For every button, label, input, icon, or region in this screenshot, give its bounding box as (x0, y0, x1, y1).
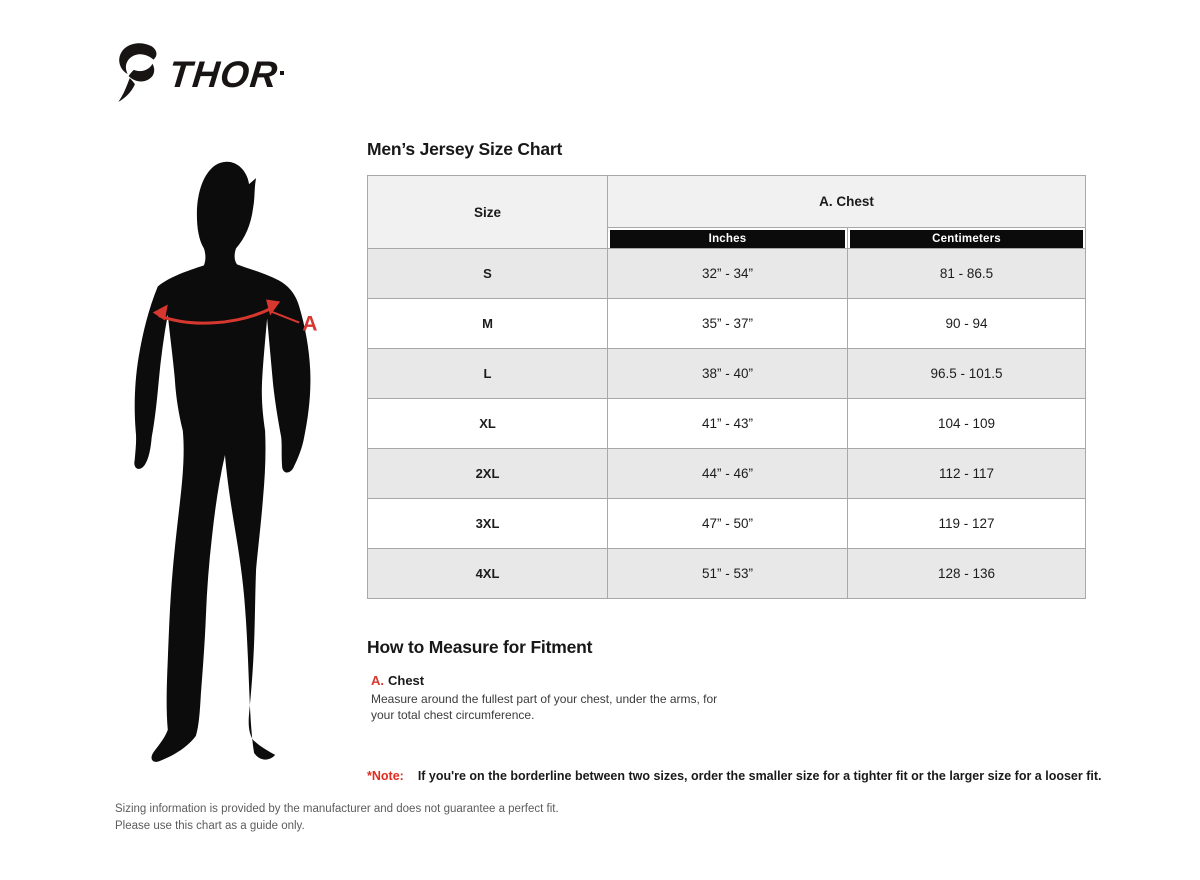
cm-cell: 112 - 117 (848, 449, 1086, 499)
measurement-figure (106, 148, 360, 780)
disclaimer-footer (115, 801, 559, 835)
size-cell: XL (368, 399, 608, 449)
size-cell: 2XL (368, 449, 608, 499)
cm-cell: 96.5 - 101.5 (848, 349, 1086, 399)
thor-logo (113, 42, 284, 104)
inches-cell: 51” - 53” (608, 549, 848, 599)
note-text: If you're on the borderline between two sizes, order the smaller size for a tighter fit or the larger size for a looser fit. (417, 769, 1102, 783)
inches-cell: 44” - 46” (608, 449, 848, 499)
body-silhouette (106, 148, 360, 780)
cm-cell: 81 - 86.5 (848, 249, 1086, 299)
column-header-size: Size (368, 176, 608, 249)
size-cell: M (368, 299, 608, 349)
table-row (368, 399, 1086, 449)
cm-cell: 119 - 127 (848, 499, 1086, 549)
table-row (368, 449, 1086, 499)
inches-cell: 35” - 37” (608, 299, 848, 349)
measure-item-chest (371, 673, 424, 688)
size-cell: L (368, 349, 608, 399)
table-row (368, 299, 1086, 349)
thor-ram-icon (113, 42, 165, 104)
cm-cell: 104 - 109 (848, 399, 1086, 449)
size-cell: S (368, 249, 608, 299)
column-group-header-chest: A. Chest (608, 176, 1086, 228)
cm-cell: 90 - 94 (848, 299, 1086, 349)
measure-item-description: Measure around the fullest part of your chest, under the arms, for your total chest circumference. (371, 692, 718, 722)
subheader-inches: Inches (608, 228, 848, 249)
inches-cell: 47” - 50” (608, 499, 848, 549)
inches-cell: 41” - 43” (608, 399, 848, 449)
table-row (368, 499, 1086, 549)
size-cell: 3XL (368, 499, 608, 549)
subheader-centimeters: Centimeters (848, 228, 1086, 249)
inches-cell: 32” - 34” (608, 249, 848, 299)
note-label: *Note: (367, 769, 404, 783)
thor-wordmark: THOR (166, 54, 281, 95)
size-cell: 4XL (368, 549, 608, 599)
measure-section-heading: How to Measure for Fitment (367, 637, 593, 657)
inches-cell: 38” - 40” (608, 349, 848, 399)
table-row (368, 549, 1086, 599)
measure-point-a-label: A (302, 312, 318, 336)
disclaimer-line-1: Sizing information is provided by the manufacturer and does not guarantee a perfect fit. (115, 803, 559, 815)
table-row (368, 249, 1086, 299)
measure-item-key: A. (371, 673, 384, 688)
disclaimer-line-2: Please use this chart as a guide only. (115, 820, 305, 832)
table-row (368, 349, 1086, 399)
logo-dot (280, 71, 284, 75)
size-chart-table (367, 175, 1086, 599)
sizing-note (367, 769, 1102, 783)
size-chart-title: Men’s Jersey Size Chart (367, 139, 563, 159)
measure-item-label: Chest (388, 673, 425, 688)
cm-cell: 128 - 136 (848, 549, 1086, 599)
